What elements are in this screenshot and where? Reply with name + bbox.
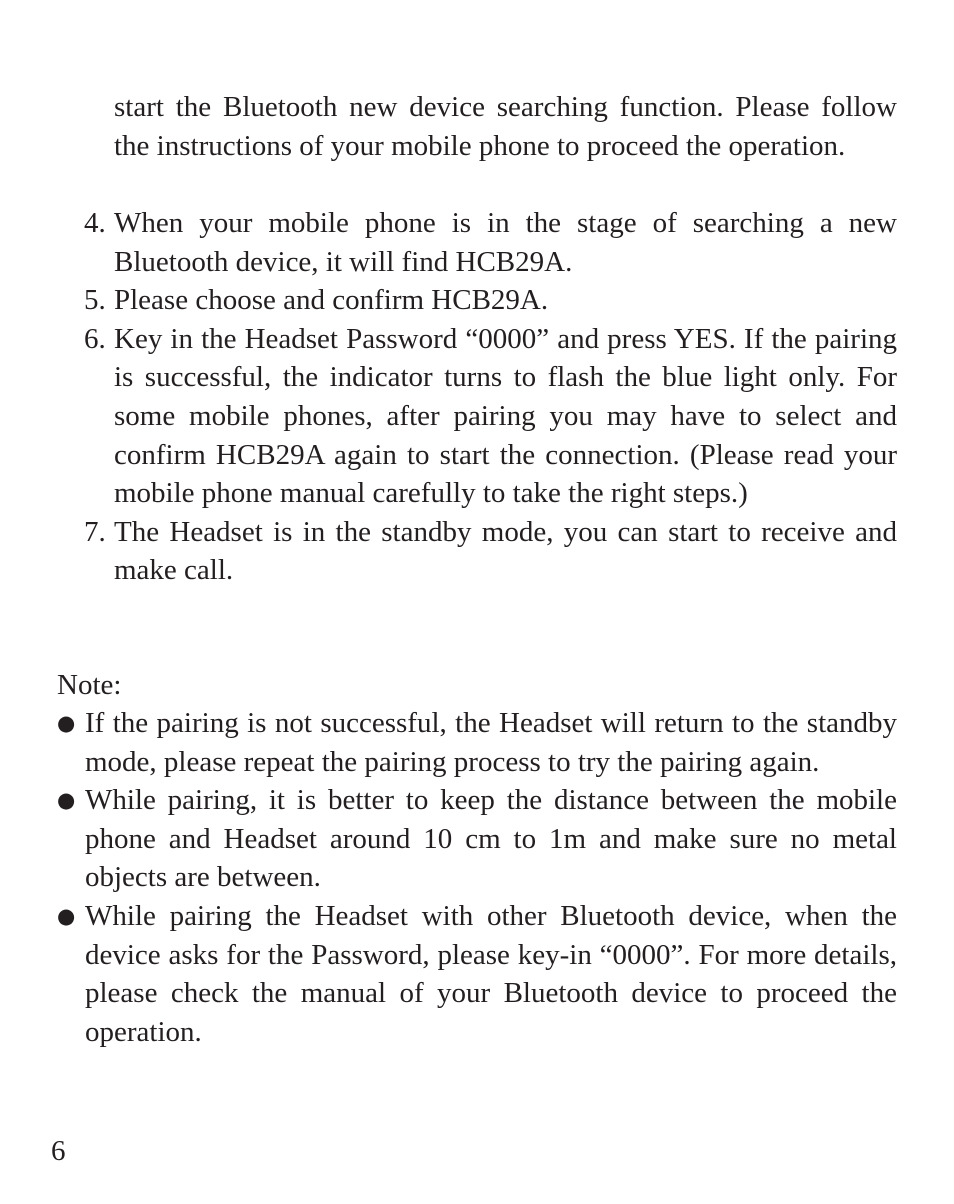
step-number: 7. (84, 515, 106, 548)
bullet-icon: ● (57, 788, 76, 813)
note-text: While pairing the Headset with other Bluetooth device, when the device asks for the Password, please key-in “0000”. For more details, please check the manual of your Bluetooth device to proceed the operation. (85, 899, 897, 1048)
step-text: Please choose and confirm HCB29A. (114, 284, 549, 317)
bullet-icon: ● (57, 903, 76, 928)
step-text: Key in the Headset Password “0000” and press YES. If the pairing is successful, the indicator turns to flash the blue light only. For some mobile phones, after pairing you may have to select and confirm HCB29A again to start the connection. (Please read your mobile phone manual carefully to take the right steps.) (114, 322, 897, 510)
intro-continuation: start the Bluetooth new device searching function. Please follow the instructions of your mobile phone to proceed the operation. (114, 91, 897, 162)
bullet-icon: ● (57, 711, 76, 735)
step-item-5 (84, 281, 897, 320)
step-text: When your mobile phone is in the stage of searching a new Bluetooth device, it will find HCB29A. (114, 207, 897, 278)
notes-list (57, 704, 897, 1051)
step-item-7 (84, 513, 897, 590)
note-text: If the pairing is not successful, the Headset will return to the standby mode, please repeat the pairing process to try the pairing again. (85, 707, 897, 778)
step-number: 5. (84, 284, 106, 317)
note-item (57, 781, 897, 897)
step-item-4 (84, 204, 897, 281)
step-text: The Headset is in the standby mode, you can start to receive and make call. (114, 515, 897, 587)
note-item (57, 704, 897, 781)
step-number: 4. (84, 207, 106, 239)
pairing-steps-list (84, 204, 897, 590)
note-text: While pairing, it is better to keep the distance between the mobile phone and Headset around 10 cm to 1m and make sure no metal objects are between. (85, 784, 897, 894)
step-item-6 (84, 320, 897, 513)
step-number: 6. (84, 322, 106, 355)
note-heading: Note: (57, 669, 122, 701)
page-number: 6 (51, 1135, 66, 1167)
note-item (57, 897, 897, 1051)
